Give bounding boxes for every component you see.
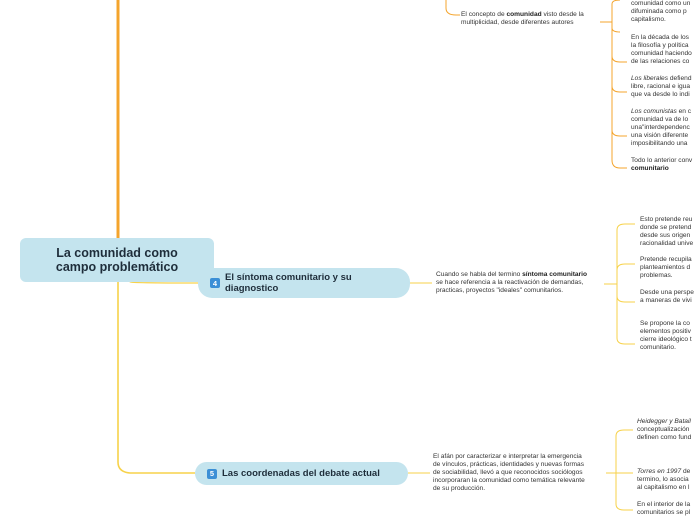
debate-line: El afán por caracterizar e interpretar la emergencia	[433, 453, 582, 460]
central-topic-line2: campo problemático	[55, 260, 179, 274]
sintoma-detail-2[interactable]	[640, 256, 692, 280]
detail-line: Se propone la co	[640, 320, 690, 327]
concept-text-pre: El concepto de	[461, 11, 507, 18]
detail-line: libre, racional e igua	[631, 83, 691, 91]
detail-line: de	[681, 468, 691, 475]
branch-concept	[446, 0, 460, 15]
central-topic[interactable]	[20, 238, 214, 282]
detail-line: conceptualización	[637, 426, 690, 434]
central-topic-line1: La comunidad como	[56, 246, 178, 260]
concept-detail-1[interactable]	[631, 0, 690, 24]
number-badge-icon: 5	[207, 469, 217, 479]
detail-bold-line: comunitario	[631, 165, 669, 173]
detail-line: comunitarios se pl	[637, 509, 691, 517]
detail-line: en c	[676, 108, 692, 115]
detail-line: una visión diferente	[631, 132, 689, 140]
detail-line: planteamientos d	[640, 264, 691, 272]
sintoma-text-bold: síntoma comunitario	[522, 271, 587, 278]
concept-detail-2[interactable]	[631, 34, 692, 66]
debate-actual-node[interactable]	[433, 453, 609, 493]
debate-line: incorporaran la comunidad como temática relevante	[433, 477, 585, 485]
detail-line: comunidad como un	[631, 0, 691, 7]
topic-label-line1: El síntoma comunitario y su	[225, 272, 352, 283]
detail-line: difuminada como p	[631, 8, 687, 16]
detail-line: al capitalismo en l	[637, 484, 690, 492]
detail-line: termino, lo asocia	[637, 476, 689, 484]
debate-detail-1[interactable]	[637, 418, 691, 442]
detail-line: desde sus origen	[640, 232, 691, 240]
concept-detail-4[interactable]	[631, 108, 691, 148]
detail-italic: Torres en 1997	[637, 468, 682, 475]
detail-line: racionalidad unive	[640, 240, 694, 248]
concept-text-post: visto desde la	[541, 11, 584, 18]
topic-sintoma-comunitario[interactable]	[198, 268, 410, 298]
trunk-topic4	[130, 282, 198, 283]
detail-line: elementos positiv	[640, 328, 691, 336]
sintoma-detail-3[interactable]	[640, 289, 694, 305]
concept-text-bold: comunidad	[506, 11, 542, 18]
concept-comunidad-node[interactable]	[461, 11, 606, 27]
detail-line: de las relaciones co	[631, 58, 690, 66]
debate-line: de sociabilidad, llevó a que reconocidos sociólogos	[433, 469, 583, 477]
debate-line: de su producción.	[433, 485, 486, 493]
detail-line: que va desde lo indi	[631, 91, 690, 99]
concept-text-line2: multiplicidad, desde diferentes autores	[461, 19, 574, 27]
debate-line: de vínculos, prácticas, identidades y nuevas formas	[433, 461, 585, 469]
detail-line: Desde una perspe	[640, 289, 694, 296]
detail-line: la filosofía y política	[631, 42, 689, 50]
debate-detail-3[interactable]	[637, 501, 690, 517]
sintoma-comunitario-node[interactable]	[436, 271, 608, 295]
trunk-lower	[118, 282, 195, 473]
detail-line: Todo lo anterior conv	[631, 157, 693, 164]
sintoma-text-pre: Cuando se habla del termino	[436, 271, 523, 278]
detail-italic: Heidegger y Batail	[637, 418, 691, 425]
concept-detail-5[interactable]	[631, 157, 692, 173]
detail-italic: Los liberales	[631, 75, 669, 82]
detail-line: donde se pretend	[640, 224, 692, 232]
detail-line: En el interior de la	[637, 501, 691, 508]
detail-line: Esto pretende reu	[640, 216, 693, 223]
branch-debate-details	[606, 430, 633, 510]
detail-line: Pretende recupila	[640, 256, 692, 263]
detail-line: comunidad haciendo	[631, 50, 692, 58]
detail-line: cierre ideológico t	[640, 336, 692, 344]
debate-detail-2[interactable]	[637, 468, 690, 492]
detail-line: comunidad va de lo	[631, 116, 689, 124]
topic-label-line1: Las coordenadas del debate actual	[222, 468, 380, 479]
detail-line: imposibilitando una	[631, 140, 688, 148]
detail-line: En la década de los	[631, 34, 689, 41]
detail-italic: Los comunistas	[631, 108, 677, 115]
number-badge-icon: 4	[210, 278, 220, 288]
sintoma-detail-1[interactable]	[640, 216, 693, 248]
topic-coordenadas-debate[interactable]	[195, 462, 408, 485]
topic-label-line2: diagnostico	[225, 283, 279, 294]
concept-detail-3[interactable]	[631, 75, 692, 99]
sintoma-detail-4[interactable]	[640, 320, 692, 352]
detail-line: capitalismo.	[631, 16, 666, 24]
detail-line: defiend	[668, 75, 692, 82]
detail-line: comunitario.	[640, 344, 676, 352]
detail-line: a maneras de vivi	[640, 297, 692, 305]
sintoma-text-line3: practicas, proyectos "ideales" comunitarios.	[436, 287, 564, 295]
sintoma-text-line2: se hace referencia a la reactivación de demandas,	[436, 279, 584, 287]
detail-line: una"interdependenc	[631, 124, 690, 132]
detail-line: problemas.	[640, 272, 673, 280]
branch-sintoma-details	[604, 224, 635, 344]
detail-line: definen como fund	[637, 434, 692, 442]
